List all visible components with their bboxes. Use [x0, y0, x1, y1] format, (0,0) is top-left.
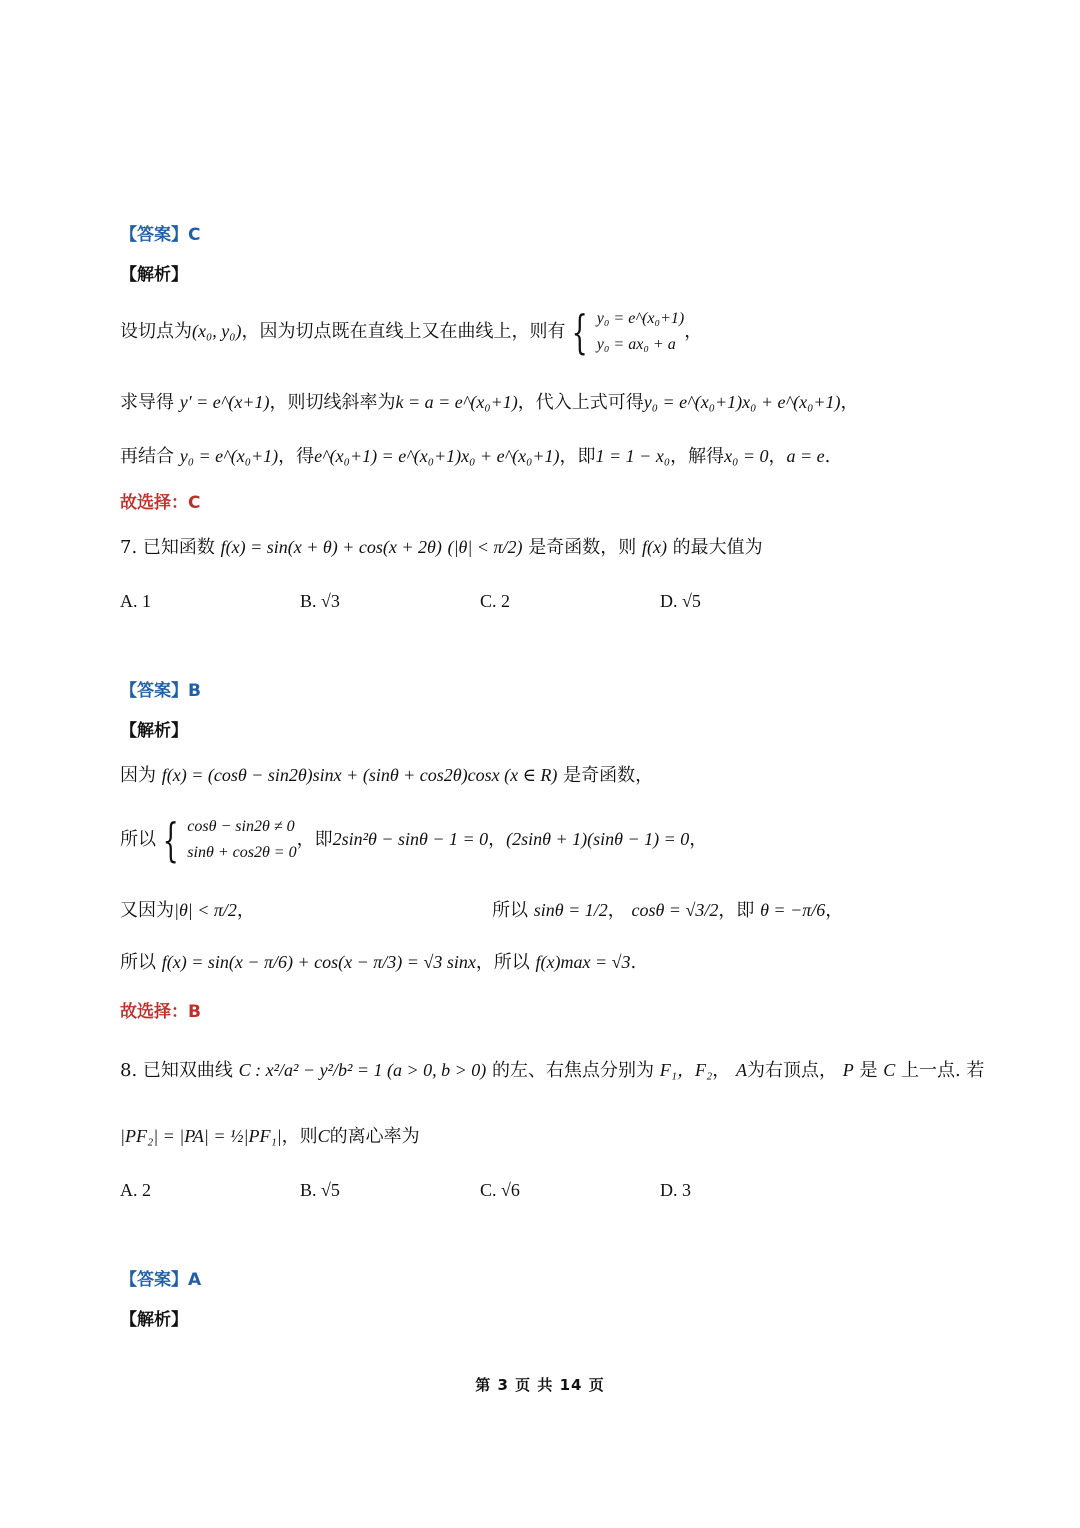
solution-line — [120, 388, 858, 414]
math: sinθ + cos2θ = 0 — [187, 844, 297, 861]
text: 为右顶点， — [747, 1060, 837, 1081]
analysis-tag: 【解析】 — [120, 721, 188, 741]
math: C : x²/a² − y²/b² = 1 (a > 0, b > 0) — [238, 1060, 487, 1080]
text: 求导得 — [120, 392, 174, 413]
text: ， — [607, 900, 626, 921]
text: ，代入上式可得 — [517, 392, 644, 413]
option-c[interactable]: C. 2 — [480, 591, 511, 611]
solution-line — [120, 948, 636, 974]
math: |θ| < π/2 — [174, 900, 237, 920]
text: ，得 — [278, 446, 315, 467]
math: f(x) = (cosθ − sin2θ)sinx + (sinθ + cos2θ)cosx (x ∈ R) — [161, 765, 558, 785]
answer-tag: 【答案】B — [120, 681, 201, 701]
page-footer: 第 3 页 共 14 页 — [475, 1376, 605, 1394]
text: 是奇函数，则 — [528, 537, 637, 558]
option-b[interactable]: B. √3 — [300, 591, 340, 611]
text: ，则切线斜率为 — [269, 392, 396, 413]
math: f(x) = sin(x + θ) + cos(x + 2θ) — [220, 537, 442, 557]
math: y′ = e^(x+1) — [179, 392, 270, 412]
math: (2sinθ + 1)(sinθ − 1) = 0 — [506, 829, 690, 849]
math: |PF₂| = |PA| = ½|PF₁| — [120, 1126, 282, 1146]
analysis-tag: 【解析】 — [120, 1310, 188, 1330]
math: A — [736, 1060, 747, 1080]
solution-line — [492, 896, 843, 922]
text: ， — [825, 900, 844, 921]
text: 所以 — [120, 829, 156, 850]
math: a = e — [786, 446, 825, 466]
math: cosθ − sin2θ ≠ 0 — [187, 818, 295, 835]
math: y₀ = e^(x₀+1)x₀ + e^(x₀+1) — [643, 392, 841, 412]
analysis-tag: 【解析】 — [120, 265, 188, 285]
option-c[interactable]: C. √6 — [480, 1180, 520, 1200]
choice-line: 故选择：B — [120, 1002, 201, 1022]
math: sinθ = 1/2 — [533, 900, 608, 920]
question-8-stem — [120, 1122, 420, 1148]
text: 所以 — [492, 900, 528, 921]
math: x₀ = 0 — [724, 446, 769, 466]
text: 的最大值为 — [672, 537, 763, 558]
math: k = a = e^(x₀+1) — [395, 392, 518, 412]
choice-line: 故选择：C — [120, 493, 201, 513]
text: 上一点. 若 — [900, 1060, 985, 1081]
question-8-stem — [120, 1056, 984, 1082]
equation-system: { cosθ − sin2θ ≠ 0 sinθ + cos2θ = 0 — [162, 813, 297, 867]
math: (|θ| < π/2) — [447, 537, 523, 557]
solution-line — [120, 814, 707, 866]
text: ，即 — [559, 446, 596, 467]
text: 是 — [859, 1060, 878, 1081]
answer-tag: 【答案】C — [120, 225, 201, 245]
solution-line — [120, 896, 255, 922]
equation-system: { y₀ = e^(x₀+1) y₀ = ax₀ + a — [572, 305, 685, 359]
math: f(x) = sin(x − π/6) + cos(x − π/3) = √3 sinx — [161, 952, 476, 972]
math: C — [317, 1126, 330, 1146]
text: ， — [840, 392, 859, 413]
math: 2sin²θ − sinθ − 1 = 0 — [332, 829, 489, 849]
answer-tag: 【答案】A — [120, 1270, 202, 1290]
text: ， — [488, 829, 507, 850]
math: C — [883, 1060, 896, 1080]
math: f(x) — [641, 537, 667, 557]
math: θ = −π/6 — [760, 900, 826, 920]
text: ， — [236, 900, 255, 921]
question-7-stem — [120, 533, 763, 559]
math: cosθ = √3/2 — [631, 900, 719, 920]
text: ， — [684, 321, 703, 342]
math: y₀ = e^(x₀+1) — [179, 446, 279, 466]
text: 设切点为 — [120, 321, 192, 342]
solution-line — [120, 306, 702, 358]
math: y₀ = ax₀ + a — [596, 336, 676, 353]
math: 1 = 1 − x₀ — [595, 446, 671, 466]
solution-line — [120, 442, 830, 468]
text: ，所以 — [475, 952, 530, 973]
text: . — [824, 446, 831, 467]
text: 所以 — [120, 952, 156, 973]
solution-line — [120, 761, 653, 787]
text: ，即 — [718, 900, 755, 921]
text: 是奇函数， — [563, 765, 654, 786]
text: ， — [689, 829, 708, 850]
text: 8. 已知双曲线 — [120, 1060, 233, 1081]
text: 的左、右焦点分别为 — [492, 1060, 655, 1081]
text: ，因为切点既在直线上又在曲线上，则有 — [241, 321, 566, 342]
text: ，即 — [296, 829, 333, 850]
text: . — [630, 952, 637, 973]
math: (x₀, y₀) — [192, 321, 242, 341]
text: 又因为 — [120, 900, 174, 921]
math: y₀ = e^(x₀+1) — [596, 310, 685, 327]
math: f(x)max = √3 — [535, 952, 631, 972]
text: ，解得 — [670, 446, 725, 467]
math: P — [842, 1060, 854, 1080]
math: F₁，F₂ — [659, 1060, 713, 1080]
text: 的离心率为 — [329, 1126, 420, 1147]
text: 7. 已知函数 — [120, 537, 215, 558]
math: e^(x₀+1) = e^(x₀+1)x₀ + e^(x₀+1) — [314, 446, 560, 466]
text: 再结合 — [120, 446, 174, 467]
text: ， — [712, 1060, 731, 1081]
text: 因为 — [120, 765, 156, 786]
option-b[interactable]: B. √5 — [300, 1180, 340, 1200]
option-a[interactable]: A. 2 — [120, 1180, 151, 1200]
text: ，则 — [281, 1126, 318, 1147]
option-d[interactable]: D. 3 — [660, 1180, 691, 1200]
option-a[interactable]: A. 1 — [120, 591, 151, 611]
option-d[interactable]: D. √5 — [660, 591, 701, 611]
text: ， — [768, 446, 787, 467]
